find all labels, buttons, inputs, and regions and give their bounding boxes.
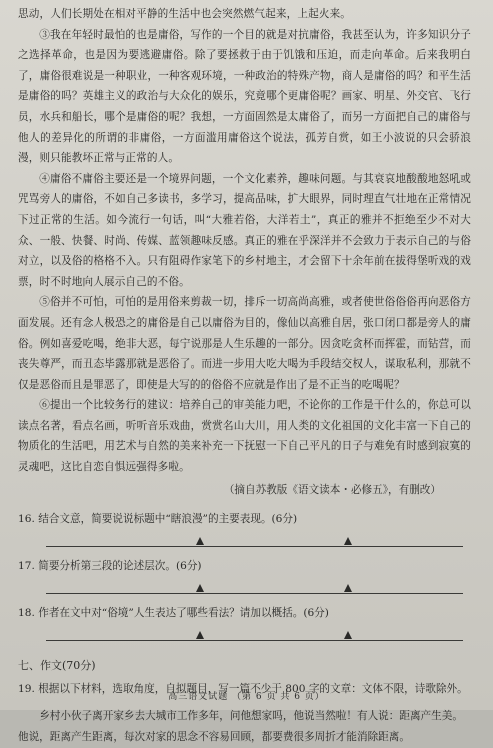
triangle-marker-icon <box>196 537 204 545</box>
question-text: 作者在文中对“俗境”人生表达了哪些看法？请加以概括。(6分) <box>38 606 329 619</box>
passage-paragraph-6: ⑥提出一个比较务行的建议：培养自己的审美能力吧，不论你的工作是干什么的，你总可以读点名著，看点名画，听听音乐戏曲，赏赏名山大川，用人类的文化祖国的文化丰富一下自己的物质化的生活吧，用艺术与自然的美来补充一下抚慰一下自己平凡的日子与难免有时感到寂寞的灵魂吧，这比自恋自惧远强得多啦。 <box>18 399 471 474</box>
question-18 <box>18 604 471 641</box>
question-19: 19. 根据以下材料，选取角度，自拟题目，写一篇不少于 800 字的文章：文体不限，诗歌除外。 <box>18 682 468 695</box>
triangle-marker-icon <box>196 631 204 639</box>
passage-paragraph-5: ⑤俗并不可怕，可怕的是用俗来剪裁一切，排斥一切高尚高雅，或者使世俗俗俗再向恶俗方面发展。还有念人极恐之的庸俗是自己以庸俗为目的，像仙以高雅自居，张口闭口都是旁人的庸俗。例如喜爱吃喝，绝非大恶，每宁说那是人生乐趣的一部分。因贪吃贪杯而挥霍，而钻营，而丧失尊严，而丑态毕露那就是恶俗了。而进一步用大吃大喝为手段结交权人，谋取私利，那就不仅是恶俗而且是罪恶了，即使是大写的的俗俗不应就是作出了是不正当的吃喝呢？ <box>18 296 471 391</box>
triangle-marker-icon <box>344 584 352 592</box>
answer-line[interactable] <box>46 530 463 547</box>
question-number: 16. <box>18 512 35 525</box>
passage-source: （摘自苏教版《语文读本・必修五》，有删改） <box>223 483 441 496</box>
passage-paragraph-3: ③我在年轻时最怕的也是庸俗，写作的一个目的就是对抗庸俗，我甚至认为，许多知识分子之选择革命，也是因为要逃避庸俗。除了要拯救于由于饥饿和压迫，而走向革命。后来我明白了，庸俗很难说是一种职业，一种客观环境，一种政治的特殊产物，商人是庸俗的吗？和平生活是庸俗的吗？英雄主义的政治与大众化的娱乐，究竟哪个更庸俗呢？画家、明星、外交官、飞行员，水兵和船长，哪个是庸俗的呢？我想，一方面固然是太庸俗了，而另一方面把自己的庸俗与他人的差异化的所谓的非庸俗，一方面滥用庸俗这个说法，孤芳自赏，如王小波说的只会骄浪漫，则只能教坏正常与正常的人。 <box>18 28 471 165</box>
passage-paragraph-4: ④庸俗不庸俗主要还是一个境界问题，一个文化素养，趣味问题。与其衰哀地酸酸地怒吼或咒骂旁人的庸俗，不如自己多读书，多学习，提高品味，扩大眼界，同时理直气壮地在正常情况下过正常的生活。如今流行一句话，叫“大雅若俗，大洋若土”，真正的雅并不拒绝至少不对大众、一般、快餐、时尚、传媒、蓝领趣味反感。真正的雅在乎深洋并不会致力于表示自己的与俗对立，以及俗的格格不入。只有阻碍作家笔下的乡村地主，才会留下十余年前在拔得堡听戏的戏票，时不时地向人展示自己的不俗。 <box>18 172 471 288</box>
answer-line[interactable] <box>46 624 463 641</box>
question-number: 18. <box>18 606 35 619</box>
composition-material: 乡村小伙子离开家乡去大城市工作多年，问他想家吗，他说当然啦！有人说：距离产生美。他说，距离产生距离，每次对家的思念不容易回顾，都要费很多周折才能消除距离。 <box>18 709 463 743</box>
triangle-marker-icon <box>344 631 352 639</box>
question-number: 17. <box>18 559 35 572</box>
page-footer: 高三语文试题 （第 6 页 共 6 页） <box>168 692 325 702</box>
question-17 <box>18 557 471 594</box>
triangle-marker-icon <box>344 537 352 545</box>
question-text: 结合文意，简要说说标题中“瞎浪漫”的主要表现。(6分) <box>38 512 298 525</box>
question-16 <box>18 510 471 547</box>
section-title-composition: 七、作文(70分) <box>18 658 96 672</box>
triangle-marker-icon <box>196 584 204 592</box>
passage-line-top: 思动，人们长期处在相对平静的生活中也会突然燃气起来，上起火来。 <box>18 8 352 20</box>
answer-line[interactable] <box>46 577 463 594</box>
question-text: 简要分析第三段的论述层次。(6分) <box>38 559 202 572</box>
